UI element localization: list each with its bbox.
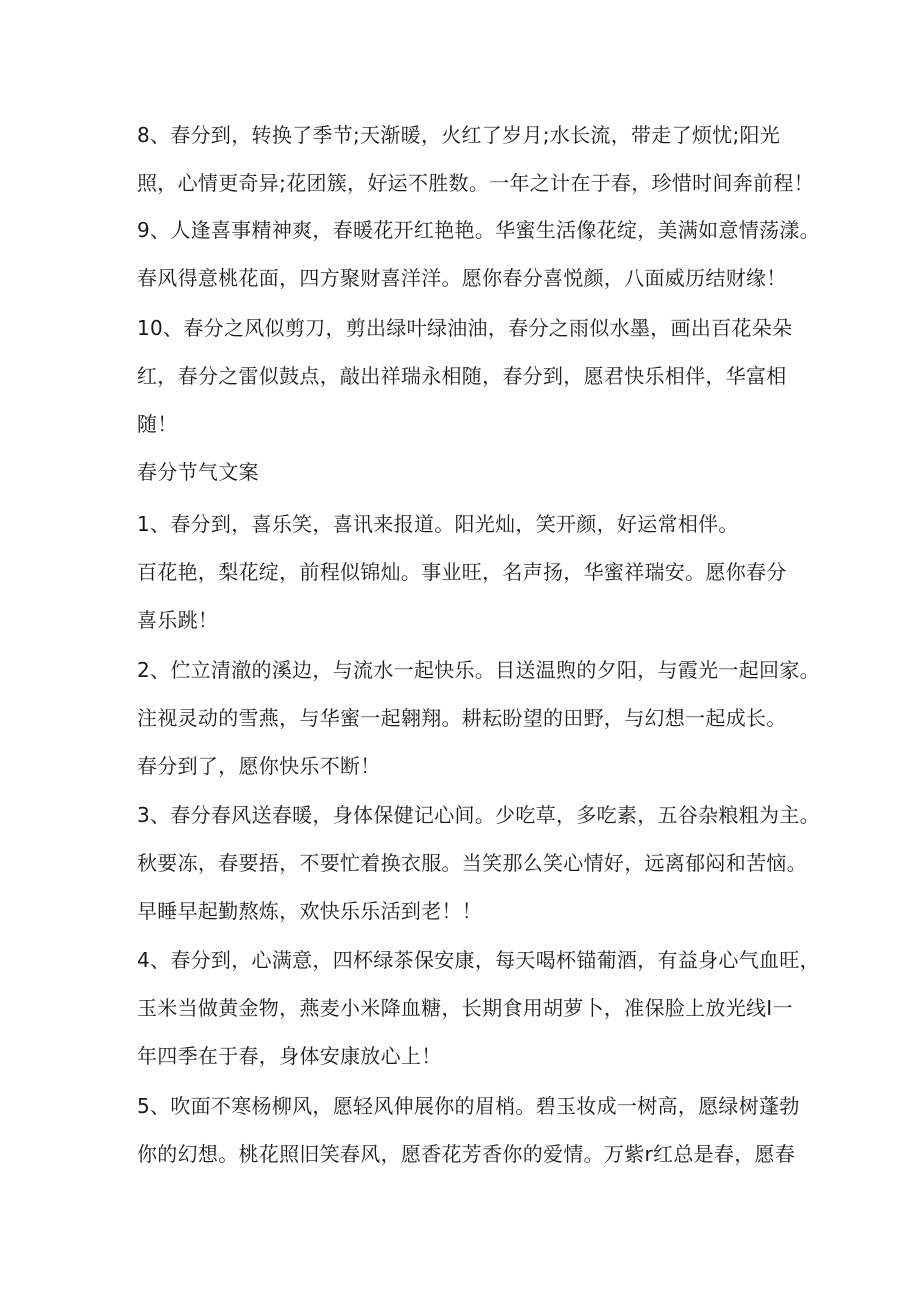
text-line: 年四季在于春，身体安康放心上！ <box>137 1044 442 1068</box>
text-line: 喜乐跳！ <box>137 608 219 632</box>
text-line: 百花艳，梨花绽，前程似锦灿。事业旺，名声扬，华蜜祥瑞安。愿你春分 <box>137 560 787 584</box>
text-line: 9、人逢喜事精神爽，春暖花开红艳艳。华蜜生活像花绽，美满如意情荡漾。 <box>137 218 820 242</box>
text-line: 早睡早起勤熬炼，欢快乐乐活到老！！ <box>137 899 483 923</box>
text-line: 你的幻想。桃花照旧笑春风，愿香花芳香你的爱情。万紫r红总是春，愿春 <box>137 1142 796 1166</box>
text-line: 注视灵动的雪燕，与华蜜一起翱翔。耕耘盼望的田野，与幻想一起成长。 <box>137 706 787 730</box>
text-line: 春分到了，愿你快乐不断！ <box>137 754 381 778</box>
text-line: 3、春分春风送春暖，身体保健记心间。少吃草，多吃素，五谷杂粮粗为主。 <box>137 803 820 827</box>
text-line: 随！ <box>137 412 178 436</box>
text-line: 4、春分到，心满意，四杯绿茶保安康，每天喝杯锚葡酒，有益身心气血旺， <box>137 948 820 972</box>
text-line: 秋要冻，春要捂，不要忙着换衣服。当笑那么笑心情好，远离郁闷和苦恼。 <box>137 851 807 875</box>
text-line: 5、吹面不寒杨柳风，愿轻风伸展你的眉梢。碧玉妆成一树高，愿绿树蓬勃 <box>137 1094 800 1118</box>
text-line: 红，春分之雷似鼓点，敲出祥瑞永相随，春分到，愿君快乐相伴，华富相 <box>137 364 787 388</box>
text-line: 2、伫立清澈的溪边，与流水一起快乐。目送温煦的夕阳，与霞光一起回家。 <box>137 658 820 682</box>
text-line: 照，心情更奇异;花团簇，好运不胜数。一年之计在于春，珍惜时间奔前程！ <box>137 171 814 195</box>
section-heading: 春分节气文案 <box>137 460 259 484</box>
text-line: 1、春分到，喜乐笑，喜讯来报道。阳光灿，笑开颜，好运常相伴。 <box>137 512 739 536</box>
text-line: 玉米当做黄金物，燕麦小米降血糖，长期食用胡萝卜，准保脸上放光线I一 <box>137 996 793 1020</box>
text-line: 8、春分到，转换了季节;天渐暖，火红了岁月;水长流，带走了烦忧;阳光 <box>137 123 781 147</box>
text-line: 10、春分之风似剪刀，剪出绿叶绿油油，春分之雨似水墨，画出百花朵朵 <box>137 316 793 340</box>
text-line: 春风得意桃花面，四方聚财喜洋洋。愿你春分喜悦颜，八面威历结财缘！ <box>137 266 787 290</box>
